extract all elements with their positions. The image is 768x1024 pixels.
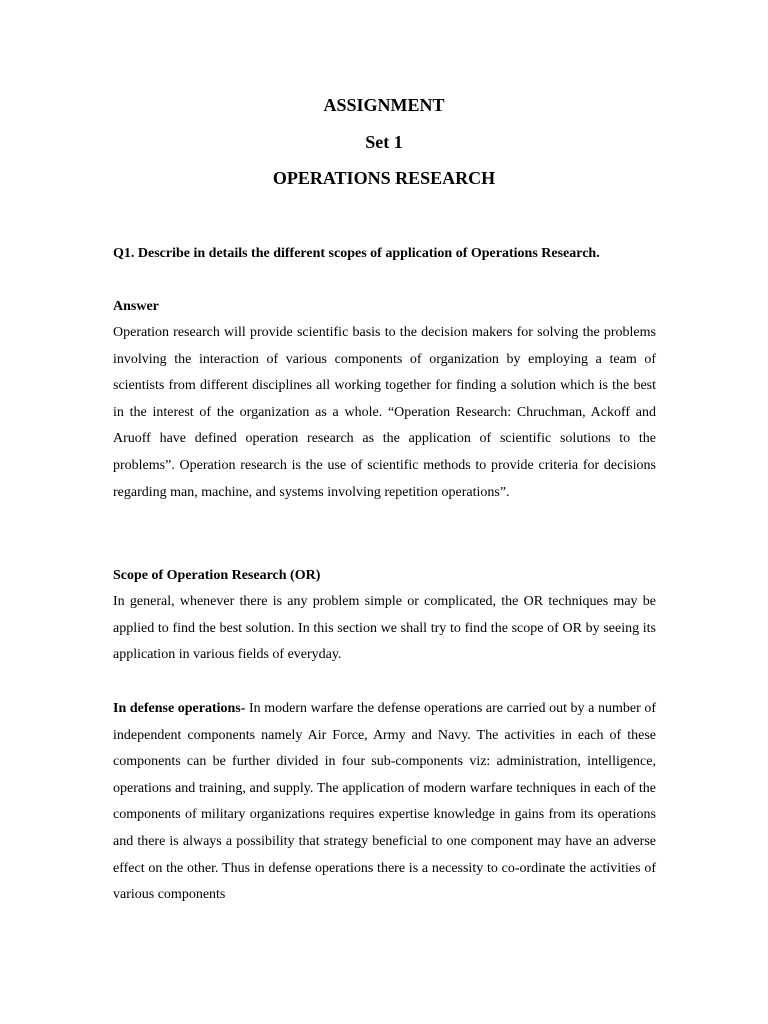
answer-paragraph: Operation research will provide scientific basis to the decision makers for solving the problems involving the interaction of various components of organization by employing a team of scientists from different disciplines all working together for finding a solution which is the best in the interest of the organization as a whole. “Operation Research: Chruchman, Ackoff and Aruoff have defined operation research as the application of scientific solutions to the problems”. Operation research is the use of scientific methods to provide criteria for decisions regarding man, machine, and systems involving repetition operations”. bbox=[113, 325, 656, 500]
scope-heading: Scope of Operation Research (OR) bbox=[113, 568, 321, 583]
title-subject: OPERATIONS RESEARCH bbox=[272, 168, 496, 188]
defense-operations-label: In defense operations- bbox=[113, 701, 246, 716]
question-text: Q1. Describe in details the different scopes of application of Operations Research. bbox=[113, 246, 600, 261]
title-set: Set 1 bbox=[365, 132, 403, 152]
scope-paragraph: In general, whenever there is any problem simple or complicated, the OR techniques may be applied to find the best solution. In this section we shall try to find the scope of OR by seeing its application in various fields of everyday. bbox=[113, 594, 656, 663]
title-assignment: ASSIGNMENT bbox=[323, 95, 445, 115]
defense-operations-text: In modern warfare the defense operations are carried out by a number of independent components namely Air Force, Army and Navy. The activities in each of these components can be further divided in four sub-components viz: administration, intelligence, operations and training, and supply. The application of modern warfare techniques in each of the components of military organizations requires expertise knowledge in gains from its operations and there is always a possibility that strategy beneficial to one component may have an adverse effect on the other. Thus in defense operations there is a necessity to co-ordinate the activities of various components bbox=[113, 701, 656, 903]
answer-label: Answer bbox=[113, 299, 159, 314]
defense-paragraph bbox=[113, 696, 656, 909]
